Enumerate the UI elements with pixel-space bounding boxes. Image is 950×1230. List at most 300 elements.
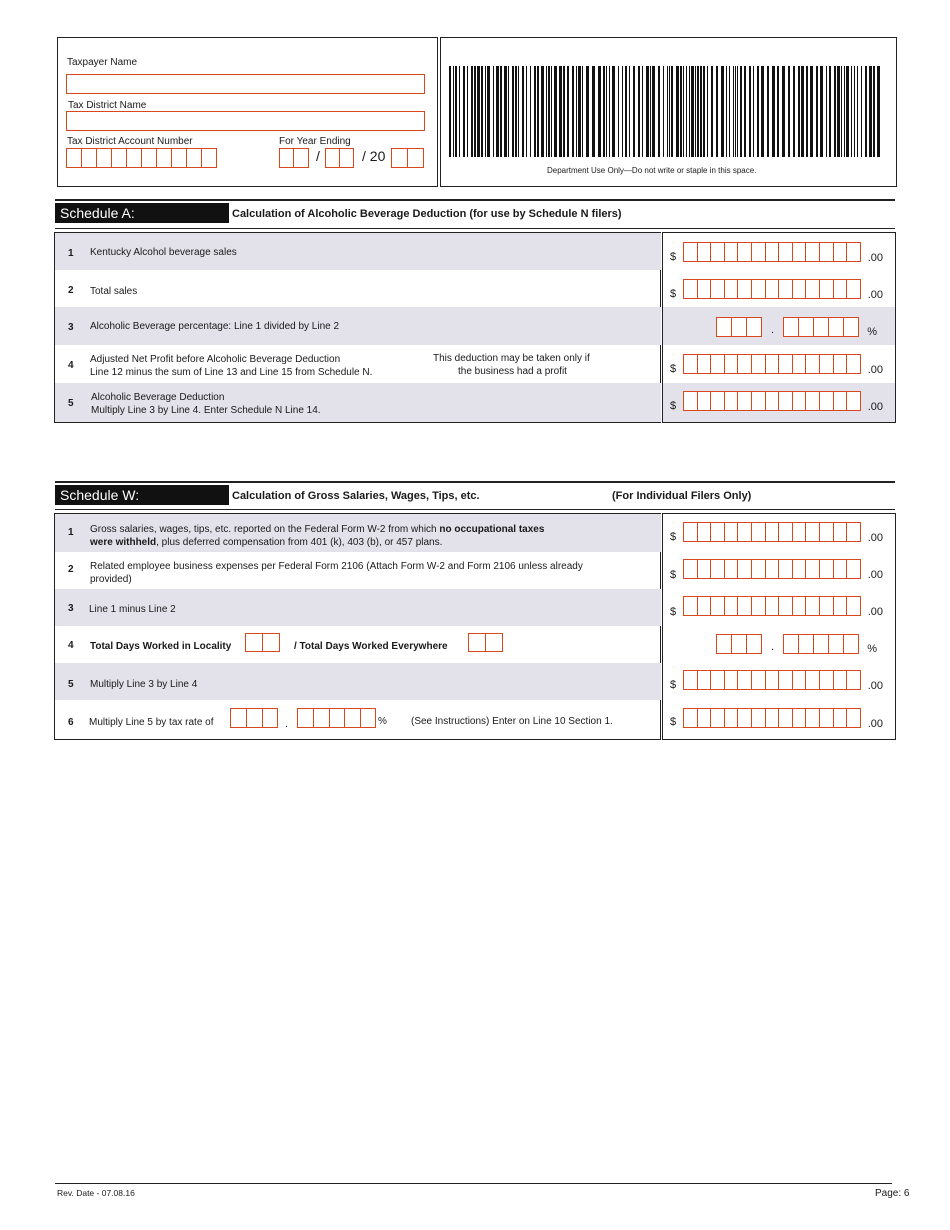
line-text-2: were withheld, plus deferred compensation from 401 (k), 403 (b), or 457 plans.	[90, 537, 443, 548]
schedule-a-rule-bottom	[55, 228, 895, 229]
barcode-bar	[481, 66, 483, 157]
barcode-bar	[735, 66, 736, 157]
tax-district-name-label: Tax District Name	[68, 100, 147, 111]
schedule-w-line-1	[55, 514, 661, 552]
digit-cell[interactable]	[792, 391, 807, 411]
digit-cell[interactable]	[683, 596, 698, 616]
amount-field[interactable]	[683, 391, 861, 411]
digit-cell[interactable]	[846, 242, 861, 262]
digit-cell[interactable]	[683, 354, 698, 374]
line-number: 2	[68, 285, 74, 296]
schedule-w-title-note: (For Individual Filers Only)	[612, 490, 752, 502]
digit-cell[interactable]	[697, 242, 712, 262]
line-text-2: provided)	[90, 574, 132, 585]
barcode-bar	[689, 66, 690, 157]
barcode-bar	[606, 66, 607, 157]
barcode-bar	[603, 66, 605, 157]
amount-field[interactable]	[683, 708, 861, 728]
line-text-2: Line 12 minus the sum of Line 13 and Line 15 from Schedule N.	[90, 367, 373, 378]
schedule-a-amount-2	[663, 271, 895, 307]
line-text: Multiply Line 5 by tax rate of	[89, 717, 214, 728]
schedule-w-line-2	[55, 552, 661, 589]
barcode-bar	[612, 66, 615, 157]
digit-cell[interactable]	[765, 279, 780, 299]
schedule-w-tab: Schedule W:	[55, 485, 229, 505]
percent-decimal-field[interactable]	[783, 634, 859, 654]
barcode-bar	[865, 66, 867, 157]
digit-cell[interactable]	[765, 670, 780, 690]
barcode-bar	[474, 66, 476, 157]
digit-cell[interactable]	[846, 708, 861, 728]
cents: .00	[867, 401, 883, 413]
schedule-a-tab: Schedule A:	[55, 203, 229, 223]
digit-cell[interactable]	[737, 279, 752, 299]
barcode-bar	[582, 66, 583, 157]
amount-field[interactable]	[683, 279, 861, 299]
barcode-bar	[658, 66, 660, 157]
barcode-bar	[851, 66, 852, 157]
digit-cell[interactable]	[833, 708, 848, 728]
digit-cell[interactable]	[846, 522, 861, 542]
digit-cell[interactable]	[843, 634, 859, 654]
schedule-a-title: Calculation of Alcoholic Beverage Deduction (for use by Schedule N filers)	[232, 208, 622, 220]
digit-cell[interactable]	[846, 354, 861, 374]
dollar-sign: $	[670, 251, 677, 263]
days-everywhere-label: / Total Days Worked Everywhere	[294, 641, 448, 652]
barcode-bar	[567, 66, 569, 157]
digit-cell[interactable]	[724, 391, 739, 411]
digit-cell[interactable]	[737, 670, 752, 690]
barcode-bar	[877, 66, 880, 157]
digit-cell[interactable]	[731, 317, 747, 337]
line-number: 2	[68, 564, 74, 575]
barcode-bar	[609, 66, 610, 157]
digit-cell[interactable]	[724, 559, 739, 579]
digit-cell[interactable]	[710, 354, 725, 374]
digit-cell[interactable]	[751, 708, 766, 728]
digit-cell[interactable]	[724, 596, 739, 616]
digit-cell[interactable]	[731, 634, 747, 654]
digit-cell[interactable]	[833, 279, 848, 299]
schedule-w-rule	[55, 481, 895, 483]
barcode-bar	[782, 66, 785, 157]
barcode-bar	[477, 66, 480, 157]
digit-cell[interactable]	[746, 634, 762, 654]
digit-cell[interactable]	[846, 391, 861, 411]
digit-cell[interactable]	[819, 559, 834, 579]
digit-cell[interactable]	[805, 596, 820, 616]
digit-cell[interactable]	[828, 317, 844, 337]
days-locality-field[interactable]	[245, 633, 280, 652]
tax-rate-percent: %	[378, 716, 387, 727]
digit-cell[interactable]	[805, 559, 820, 579]
digit-cell[interactable]	[833, 559, 848, 579]
digit-cell[interactable]	[683, 522, 698, 542]
barcode-bar	[512, 66, 514, 157]
line-text-2: Multiply Line 3 by Line 4. Enter Schedule N Line 14.	[91, 405, 321, 416]
schedule-a-amount-5	[663, 383, 895, 422]
barcode-bar	[453, 66, 454, 157]
digit-cell[interactable]	[819, 354, 834, 374]
digit-cell[interactable]	[765, 391, 780, 411]
barcode-bar	[671, 66, 673, 157]
digit-cell[interactable]	[710, 670, 725, 690]
digit-cell[interactable]	[697, 391, 712, 411]
digit-cell[interactable]	[792, 279, 807, 299]
barcode-bar	[534, 66, 536, 157]
line-number: 1	[68, 248, 74, 259]
digit-cell[interactable]	[710, 522, 725, 542]
deduction-note-2: the business had a profit	[458, 366, 567, 377]
digit-cell[interactable]	[710, 596, 725, 616]
line-number: 6	[68, 717, 74, 728]
line-number: 1	[68, 527, 74, 538]
digit-cell[interactable]	[683, 670, 698, 690]
digit-cell[interactable]	[724, 354, 739, 374]
digit-cell[interactable]	[697, 708, 712, 728]
schedule-w-amount-3	[663, 589, 895, 626]
barcode-bar	[576, 66, 577, 157]
barcode-bar	[485, 66, 486, 157]
digit-cell[interactable]	[751, 391, 766, 411]
digit-cell[interactable]	[778, 279, 793, 299]
dollar-sign: $	[670, 716, 677, 728]
digit-cell[interactable]	[819, 391, 834, 411]
tax-rate-integer-field[interactable]	[230, 708, 278, 728]
digit-cell[interactable]	[805, 391, 820, 411]
digit-cell[interactable]	[846, 596, 861, 616]
digit-cell[interactable]	[833, 522, 848, 542]
digit-cell[interactable]	[843, 317, 859, 337]
dollar-sign: $	[670, 569, 677, 581]
digit-cell[interactable]	[697, 354, 712, 374]
decimal-point: .	[285, 718, 289, 730]
dollar-sign: $	[670, 531, 677, 543]
digit-cell[interactable]	[805, 522, 820, 542]
barcode-bar	[793, 66, 795, 157]
taxpayer-name-label: Taxpayer Name	[67, 57, 138, 68]
barcode-bar	[633, 66, 635, 157]
barcode-bar	[667, 66, 668, 157]
barcode-bar	[729, 66, 730, 157]
digit-cell[interactable]	[683, 242, 698, 262]
line-text: Total sales	[90, 286, 138, 297]
digit-cell[interactable]	[805, 708, 820, 728]
digit-cell[interactable]	[846, 279, 861, 299]
schedule-w-line-4	[55, 626, 661, 663]
digit-cell[interactable]	[765, 242, 780, 262]
digit-cell[interactable]	[833, 242, 848, 262]
barcode-bar	[846, 66, 849, 157]
digit-cell[interactable]	[710, 242, 725, 262]
digit-cell[interactable]	[819, 708, 834, 728]
digit-cell[interactable]	[751, 522, 766, 542]
digit-cell[interactable]	[724, 522, 739, 542]
digit-cell[interactable]	[697, 559, 712, 579]
digit-cell[interactable]	[805, 242, 820, 262]
amount-field[interactable]	[683, 354, 861, 374]
cents: .00	[867, 289, 883, 301]
barcode-bar	[625, 66, 627, 157]
barcode-bar	[869, 66, 872, 157]
barcode-bar	[515, 66, 517, 157]
digit-cell[interactable]	[737, 242, 752, 262]
digit-cell[interactable]	[751, 670, 766, 690]
digit-cell[interactable]	[792, 708, 807, 728]
digit-cell[interactable]	[765, 596, 780, 616]
dollar-sign: $	[670, 288, 677, 300]
barcode-bar	[669, 66, 670, 157]
barcode	[449, 66, 882, 157]
digit-cell[interactable]	[716, 634, 732, 654]
year-ending-label: For Year Ending	[279, 136, 351, 147]
percent-decimal-field[interactable]	[783, 317, 859, 337]
digit-cell[interactable]	[737, 522, 752, 542]
cents: .00	[867, 252, 883, 264]
barcode-bar	[697, 66, 699, 157]
digit-cell[interactable]	[697, 279, 712, 299]
digit-cell[interactable]	[697, 596, 712, 616]
schedule-w-line-5	[55, 663, 661, 700]
amount-field[interactable]	[683, 670, 861, 690]
schedule-w-amount-2	[663, 552, 895, 589]
barcode-bar	[801, 66, 804, 157]
digit-cell[interactable]	[737, 559, 752, 579]
dollar-sign: $	[670, 363, 677, 375]
cents: .00	[867, 680, 883, 692]
digit-cell[interactable]	[683, 279, 698, 299]
digit-cell[interactable]	[778, 708, 793, 728]
digit-cell[interactable]	[828, 634, 844, 654]
digit-cell[interactable]	[724, 670, 739, 690]
schedule-a-line-3	[55, 307, 661, 345]
digit-cell[interactable]	[819, 596, 834, 616]
barcode-bar	[700, 66, 702, 157]
taxpayer-name-field[interactable]	[66, 74, 425, 94]
line-text-1: Gross salaries, wages, tips, etc. reported on the Federal Form W-2 from which no occupational taxes	[90, 524, 545, 535]
cents: .00	[867, 532, 883, 544]
barcode-bar	[578, 66, 581, 157]
digit-cell[interactable]	[683, 391, 698, 411]
digit-cell[interactable]	[833, 596, 848, 616]
barcode-bar	[518, 66, 519, 157]
line-text: Line 1 minus Line 2	[89, 604, 176, 615]
amount-field[interactable]	[683, 242, 861, 262]
digit-cell[interactable]	[778, 391, 793, 411]
digit-cell[interactable]	[792, 559, 807, 579]
barcode-bar	[467, 66, 468, 157]
schedule-w-line-3	[55, 589, 661, 626]
line-number: 5	[68, 398, 74, 409]
barcode-bar	[551, 66, 552, 157]
digit-cell[interactable]	[765, 559, 780, 579]
line-text: Multiply Line 3 by Line 4	[90, 679, 198, 690]
digit-cell[interactable]	[792, 670, 807, 690]
cents: .00	[867, 606, 883, 618]
barcode-bar	[459, 66, 460, 157]
barcode-bar	[733, 66, 734, 157]
barcode-bar	[772, 66, 775, 157]
barcode-bar	[592, 66, 595, 157]
digit-cell[interactable]	[778, 670, 793, 690]
digit-cell[interactable]	[765, 522, 780, 542]
schedule-a-amount-3	[663, 307, 895, 345]
digit-cell[interactable]	[751, 596, 766, 616]
digit-cell[interactable]	[778, 522, 793, 542]
digit-cell[interactable]	[813, 634, 829, 654]
percent-integer-field[interactable]	[716, 317, 762, 337]
amount-field[interactable]	[683, 559, 861, 579]
digit-cell[interactable]	[737, 354, 752, 374]
decimal-point: .	[771, 324, 775, 336]
cents: .00	[867, 718, 883, 730]
barcode-bar	[554, 66, 557, 157]
digit-cell[interactable]	[751, 279, 766, 299]
digit-cell[interactable]	[805, 279, 820, 299]
percent-integer-field[interactable]	[716, 634, 762, 654]
barcode-bar	[761, 66, 764, 157]
barcode-bar	[686, 66, 687, 157]
digit-cell[interactable]	[778, 596, 793, 616]
deduction-note-1: This deduction may be taken only if	[433, 353, 590, 364]
barcode-bar	[806, 66, 808, 157]
line-6-note: (See Instructions) Enter on Line 10 Section 1.	[411, 716, 613, 727]
digit-cell[interactable]	[833, 391, 848, 411]
barcode-bar	[788, 66, 790, 157]
digit-cell[interactable]	[737, 708, 752, 728]
digit-cell[interactable]	[746, 317, 762, 337]
barcode-bar	[563, 66, 565, 157]
barcode-bar	[829, 66, 831, 157]
digit-cell[interactable]	[697, 522, 712, 542]
digit-cell[interactable]	[846, 670, 861, 690]
line-text-1: Related employee business expenses per Federal Form 2106 (Attach Form W-2 and Form 2106 unless already	[90, 561, 583, 572]
amount-field[interactable]	[683, 596, 861, 616]
account-number-label: Tax District Account Number	[67, 136, 193, 147]
year-month-field[interactable]	[279, 148, 309, 168]
barcode-bar	[663, 66, 664, 157]
amount-field[interactable]	[683, 522, 861, 542]
digit-cell[interactable]	[792, 354, 807, 374]
line-number: 4	[68, 360, 74, 371]
digit-cell[interactable]	[805, 670, 820, 690]
barcode-bar	[548, 66, 550, 157]
digit-cell[interactable]	[710, 559, 725, 579]
digit-cell[interactable]	[697, 670, 712, 690]
barcode-bar	[508, 66, 509, 157]
digit-cell[interactable]	[724, 279, 739, 299]
digit-cell[interactable]	[683, 708, 698, 728]
schedule-w-amount-5	[663, 663, 895, 700]
barcode-bar	[826, 66, 827, 157]
barcode-bar	[798, 66, 800, 157]
digit-cell[interactable]	[778, 242, 793, 262]
dollar-sign: $	[670, 400, 677, 412]
barcode-bar	[861, 66, 862, 157]
digit-cell[interactable]	[751, 559, 766, 579]
schedule-w-line-6	[55, 700, 661, 739]
schedule-a-amount-1	[663, 233, 895, 270]
digit-cell[interactable]	[819, 522, 834, 542]
year-prefix: / 20	[362, 148, 386, 164]
digit-cell[interactable]	[819, 242, 834, 262]
year-field[interactable]	[391, 148, 424, 168]
barcode-bar	[740, 66, 742, 157]
digit-cell[interactable]	[683, 559, 698, 579]
percent-sign: %	[867, 326, 877, 338]
digit-cell[interactable]	[751, 354, 766, 374]
digit-cell[interactable]	[833, 670, 848, 690]
digit-cell[interactable]	[792, 242, 807, 262]
schedule-w-amount-1	[663, 514, 895, 552]
barcode-bar	[676, 66, 679, 157]
digit-cell[interactable]	[813, 317, 829, 337]
digit-cell[interactable]	[778, 354, 793, 374]
dollar-sign: $	[670, 679, 677, 691]
line-number: 5	[68, 679, 74, 690]
schedule-w-rule-bottom	[55, 509, 895, 510]
barcode-bar	[707, 66, 708, 157]
digit-cell[interactable]	[833, 354, 848, 374]
digit-cell[interactable]	[765, 354, 780, 374]
digit-cell[interactable]	[783, 317, 799, 337]
page-number: Page: 6	[875, 1188, 910, 1199]
digit-cell[interactable]	[724, 242, 739, 262]
barcode-bar	[744, 66, 746, 157]
digit-cell[interactable]	[724, 708, 739, 728]
barcode-bar	[844, 66, 845, 157]
schedule-w-amount-4	[663, 626, 895, 663]
digit-cell[interactable]	[805, 354, 820, 374]
digit-cell[interactable]	[710, 279, 725, 299]
digit-cell[interactable]	[751, 242, 766, 262]
barcode-bar	[652, 66, 655, 157]
barcode-bar	[530, 66, 531, 157]
tax-district-name-field[interactable]	[66, 111, 425, 131]
digit-cell[interactable]	[710, 708, 725, 728]
digit-cell[interactable]	[792, 522, 807, 542]
year-slash: /	[316, 148, 320, 164]
barcode-bar	[841, 66, 842, 157]
digit-cell[interactable]	[778, 559, 793, 579]
days-locality-label: Total Days Worked in Locality	[90, 641, 232, 652]
digit-cell[interactable]	[783, 634, 799, 654]
barcode-bar	[638, 66, 640, 157]
barcode-bar	[455, 66, 457, 157]
dollar-sign: $	[670, 606, 677, 618]
digit-cell[interactable]	[765, 708, 780, 728]
tax-rate-decimal-field[interactable]	[297, 708, 376, 728]
digit-cell[interactable]	[819, 279, 834, 299]
barcode-bar	[703, 66, 705, 157]
account-number-field[interactable]	[66, 148, 217, 168]
digit-cell[interactable]	[819, 670, 834, 690]
digit-cell[interactable]	[737, 596, 752, 616]
schedule-a-rule	[55, 199, 895, 201]
barcode-bar	[873, 66, 875, 157]
digit-cell[interactable]	[846, 559, 861, 579]
barcode-bar	[586, 66, 589, 157]
digit-cell[interactable]	[710, 391, 725, 411]
barcode-bar	[598, 66, 601, 157]
digit-cell[interactable]	[737, 391, 752, 411]
days-everywhere-field[interactable]	[468, 633, 503, 652]
year-day-field[interactable]	[325, 148, 354, 168]
digit-cell[interactable]	[716, 317, 732, 337]
digit-cell[interactable]	[792, 596, 807, 616]
digit-cell[interactable]	[798, 634, 814, 654]
digit-cell[interactable]	[798, 317, 814, 337]
